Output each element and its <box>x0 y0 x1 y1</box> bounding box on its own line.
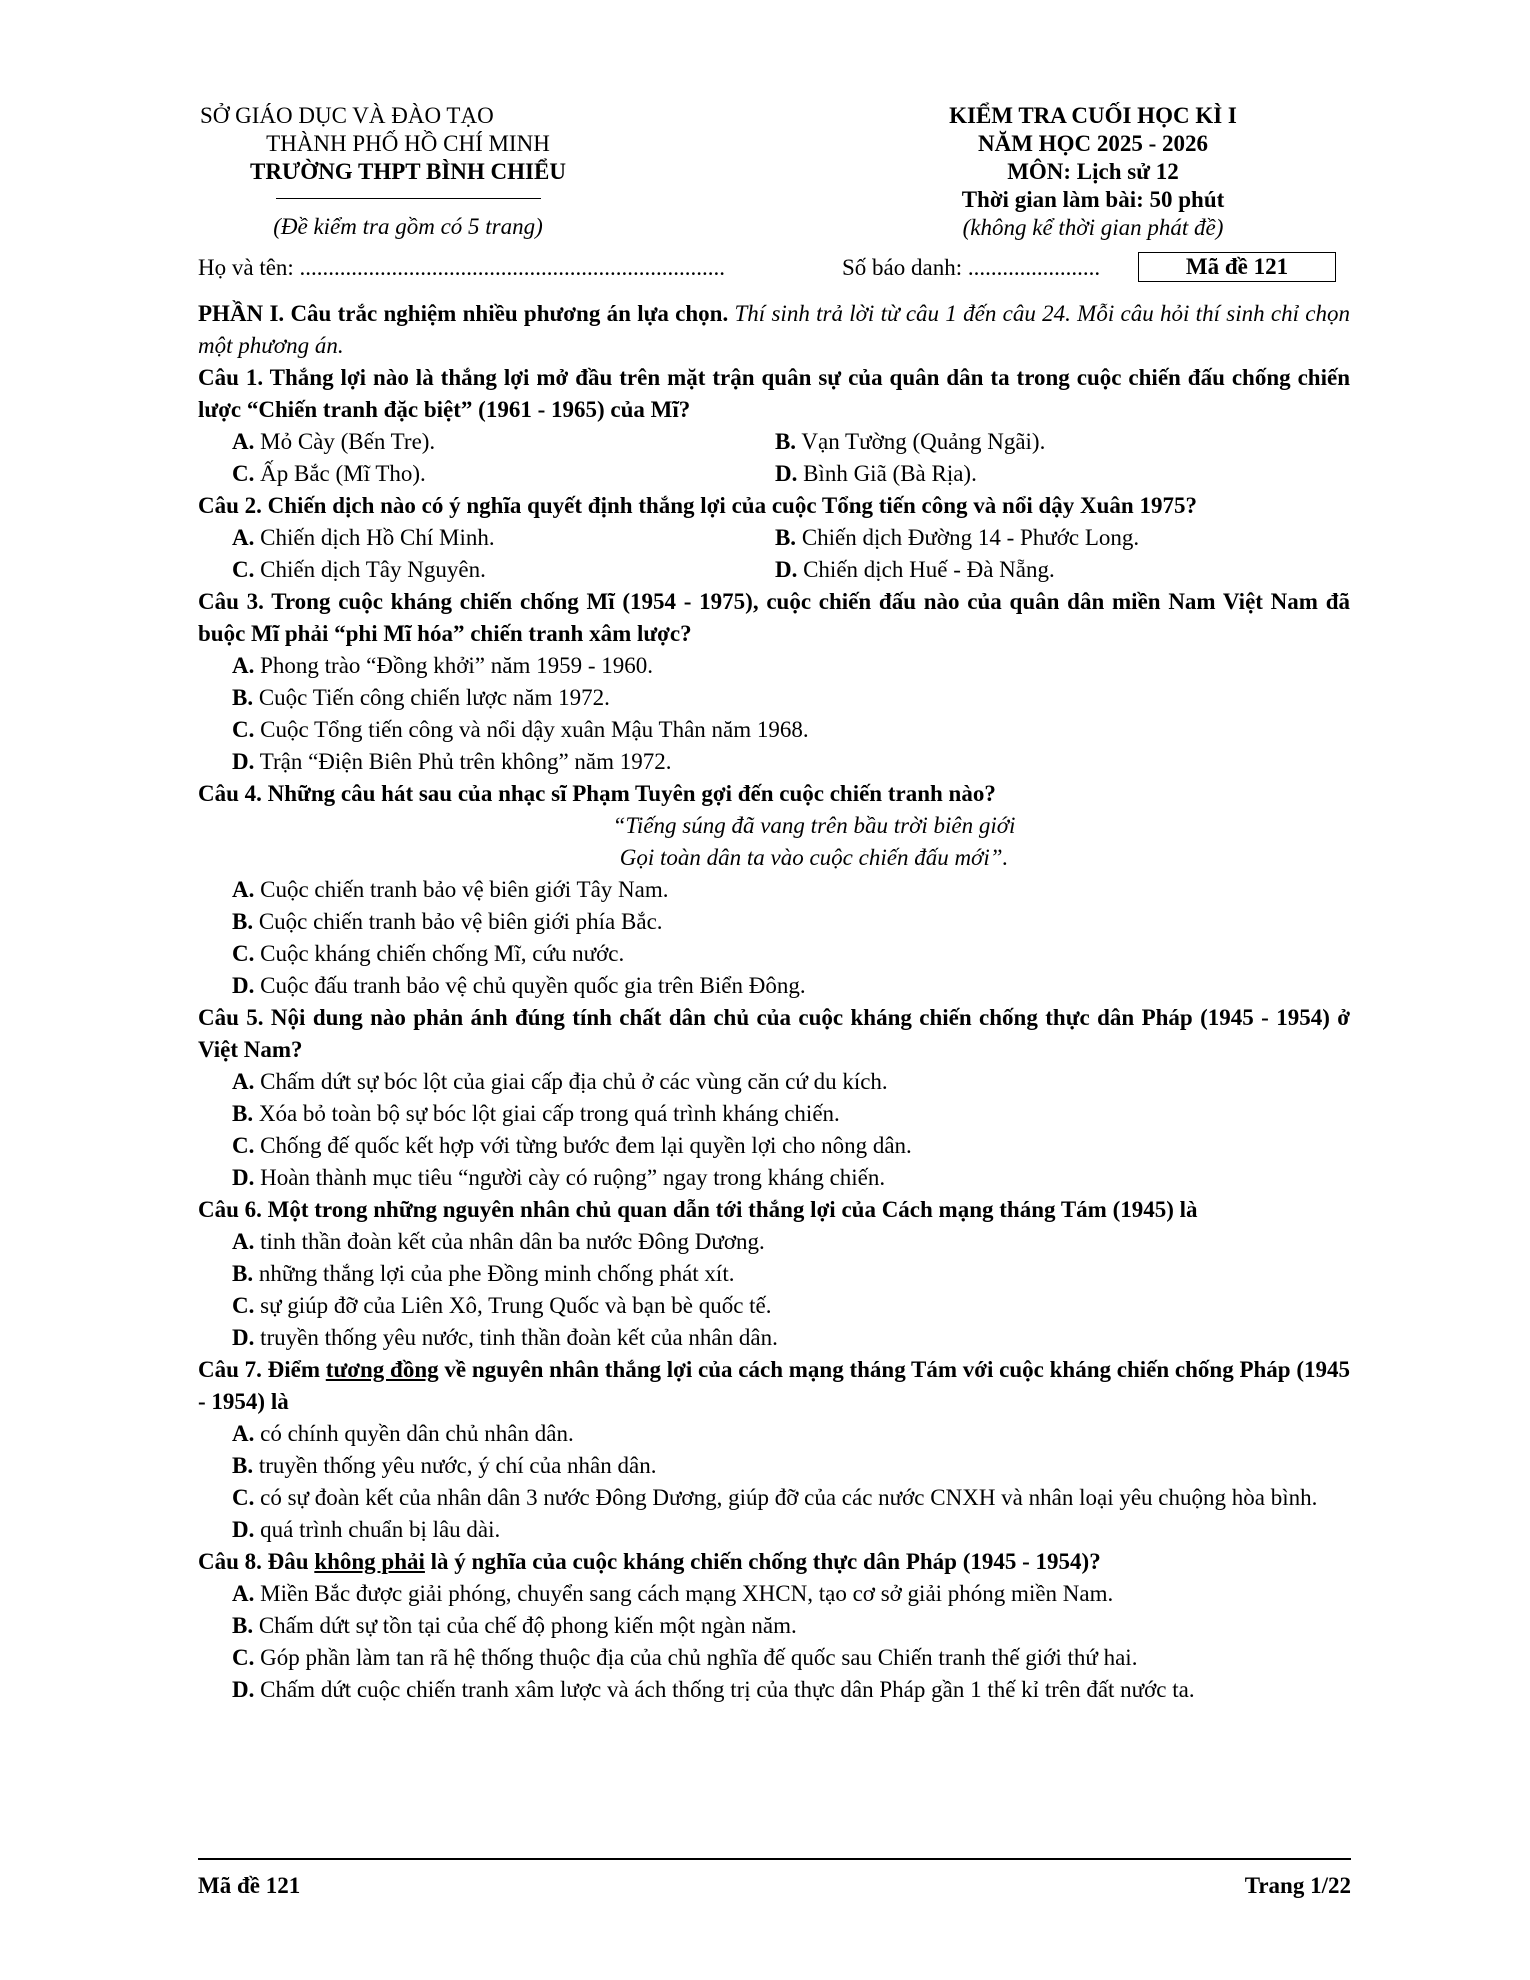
option-b <box>198 1450 1350 1482</box>
option-a <box>198 650 1350 682</box>
option-text: Mỏ Cày (Bến Tre). <box>254 429 436 454</box>
option-key: B. <box>232 1453 254 1478</box>
song-lyric-line: “Tiếng súng đã vang trên bầu trời biên giới <box>612 813 1016 838</box>
option-a <box>198 426 775 458</box>
option-text: Hoàn thành mục tiêu “người cày có ruộng” ngay trong kháng chiến. <box>254 1165 886 1190</box>
option-text: Cuộc chiến tranh bảo vệ biên giới Tây Nam. <box>254 877 669 902</box>
option-key: C. <box>232 1293 255 1318</box>
option-b <box>775 426 1350 458</box>
option-key: B. <box>774 525 797 550</box>
option-text: truyền thống yêu nước, tinh thần đoàn kết của nhân dân. <box>254 1325 778 1350</box>
option-b <box>198 1098 1350 1130</box>
option-d <box>198 1674 1350 1706</box>
option-text: Cuộc đấu tranh bảo vệ chủ quyền quốc gia trên Biển Đông. <box>254 973 806 998</box>
option-key: A. <box>232 1421 255 1446</box>
option-key: B. <box>232 1101 254 1126</box>
option-text: Phong trào “Đồng khởi” năm 1959 - 1960. <box>254 653 654 678</box>
department-line-2: THÀNH PHỐ HỒ CHÍ MINH <box>266 131 550 156</box>
option-c <box>198 1290 1350 1322</box>
stem-text: là ý nghĩa của cuộc kháng chiến chống thực dân Pháp (1945 - 1954)? <box>424 1549 1101 1574</box>
option-key: D. <box>232 1325 255 1350</box>
option-key: D. <box>232 973 255 998</box>
option-text: Cuộc chiến tranh bảo vệ biên giới phía Bắc. <box>253 909 663 934</box>
option-d <box>198 1322 1350 1354</box>
student-name-field: Họ và tên: .......................................................................... <box>198 255 726 280</box>
option-c <box>198 714 1350 746</box>
option-text: Trận “Điện Biên Phủ trên không” năm 1972. <box>254 749 672 774</box>
option-a <box>198 1578 1350 1610</box>
option-text: có chính quyền dân chủ nhân dân. <box>254 1421 574 1446</box>
option-key: B. <box>232 1613 254 1638</box>
option-key: D. <box>232 1517 255 1542</box>
option-a <box>198 874 1350 906</box>
option-b <box>198 906 1350 938</box>
stem-text: về nguyên nhân thắng lợi của cách mạng tháng Tám với cuộc kháng chiến chống Pháp (1945 - 1954) là <box>198 1357 1350 1414</box>
option-text: truyền thống yêu nước, ý chí của nhân dân. <box>253 1453 657 1478</box>
part-heading <box>198 298 1350 362</box>
option-key: B. <box>232 1261 254 1286</box>
option-text: quá trình chuẩn bị lâu dài. <box>254 1517 501 1542</box>
option-text: sự giúp đỡ của Liên Xô, Trung Quốc và bạn bè quốc tế. <box>254 1293 772 1318</box>
option-text: Chấm dứt cuộc chiến tranh xâm lược và ách thống trị của thực dân Pháp gần 1 thế kỉ trên đất nước ta. <box>254 1677 1195 1702</box>
subject: MÔN: Lịch sử 12 <box>1007 159 1179 184</box>
option-a <box>198 1226 1350 1258</box>
option-text: những thắng lợi của phe Đồng minh chống phát xít. <box>253 1261 735 1286</box>
part-title: PHẦN I. Câu trắc nghiệm nhiều phương án lựa chọn. <box>198 301 729 326</box>
option-key: C. <box>232 717 255 742</box>
option-a <box>198 1418 1350 1450</box>
option-text: Cuộc kháng chiến chống Mĩ, cứu nước. <box>254 941 625 966</box>
option-key: D. <box>774 557 798 582</box>
option-text: Chiến dịch Đường 14 - Phước Long. <box>796 525 1140 550</box>
option-key: D. <box>232 749 255 774</box>
option-key: C. <box>232 1645 255 1670</box>
options-row <box>198 458 1350 490</box>
option-text: Ấp Bắc (Mĩ Tho). <box>254 461 426 486</box>
option-text: Vạn Tường (Quảng Ngãi). <box>796 429 1046 454</box>
options-row <box>198 554 1350 586</box>
question-stem: Câu 4. Những câu hát sau của nhạc sĩ Phạm Tuyên gợi đến cuộc chiến tranh nào? <box>198 781 996 806</box>
stem-text: Câu 7. Điểm <box>198 1357 326 1382</box>
footer-page-number: Trang 1/22 <box>1244 1873 1351 1898</box>
option-key: C. <box>232 461 255 486</box>
option-c <box>198 458 775 490</box>
option-key: D. <box>774 461 798 486</box>
question-stem <box>198 1354 1350 1418</box>
song-lyric-line: Gọi toàn dân ta vào cuộc chiến đấu mới”. <box>619 845 1009 870</box>
option-d <box>198 1162 1350 1194</box>
option-c <box>198 1130 1350 1162</box>
options-row <box>198 522 1350 554</box>
option-key: B. <box>232 909 254 934</box>
option-d <box>775 554 1350 586</box>
option-text: Góp phần làm tan rã hệ thống thuộc địa của chủ nghĩa đế quốc sau Chiến tranh thế giới thứ hai. <box>254 1645 1138 1670</box>
footer-exam-code: Mã đề 121 <box>198 1873 301 1898</box>
option-key: C. <box>232 1485 255 1510</box>
question-stem <box>198 1546 1350 1578</box>
option-key: A. <box>232 1581 255 1606</box>
exam-title: KIỂM TRA CUỐI HỌC KÌ I <box>949 103 1237 128</box>
question-stem: Câu 5. Nội dung nào phản ánh đúng tính chất dân chủ của cuộc kháng chiến chống thực dân Pháp (1945 - 1954) ở Việt Nam? <box>198 1005 1350 1062</box>
option-c <box>198 1482 1350 1514</box>
header-left <box>198 102 618 241</box>
pages-note: (Đề kiểm tra gồm có 5 trang) <box>273 214 543 239</box>
option-key: A. <box>232 653 255 678</box>
duration: Thời gian làm bài: 50 phút <box>961 187 1225 212</box>
school-year: NĂM HỌC 2025 - 2026 <box>978 131 1208 156</box>
question-stem: Câu 1. Thắng lợi nào là thắng lợi mở đầu trên mặt trận quân sự của quân dân ta trong cuộc chiến đấu chống chiến lược “Chiến tranh đặc biệt” (1961 - 1965) của Mĩ? <box>198 365 1350 422</box>
option-key: D. <box>232 1677 255 1702</box>
option-c <box>198 554 775 586</box>
header-divider <box>276 198 541 199</box>
option-text: Xóa bỏ toàn bộ sự bóc lột giai cấp trong quá trình kháng chiến. <box>253 1101 840 1126</box>
option-key: A. <box>232 1069 255 1094</box>
stem-underlined: không phải <box>314 1549 425 1574</box>
option-text: Chiến dịch Hồ Chí Minh. <box>254 525 495 550</box>
option-a <box>198 522 775 554</box>
stem-text: Câu 8. Đâu <box>198 1549 315 1574</box>
option-text: tinh thần đoàn kết của nhân dân ba nước Đông Dương. <box>254 1229 765 1254</box>
option-b <box>775 522 1350 554</box>
option-text: Cuộc Tiến công chiến lược năm 1972. <box>253 685 610 710</box>
option-text: Chấm dứt sự bóc lột của giai cấp địa chủ ở các vùng căn cứ du kích. <box>254 1069 888 1094</box>
option-text: Bình Giã (Bà Rịa). <box>797 461 977 486</box>
student-id-field: Số báo danh: ....................... <box>842 255 1101 280</box>
footer-divider <box>198 1858 1351 1860</box>
option-a <box>198 1066 1350 1098</box>
option-b <box>198 1258 1350 1290</box>
options-row <box>198 426 1350 458</box>
question-stem: Câu 2. Chiến dịch nào có ý nghĩa quyết định thắng lợi của cuộc Tổng tiến công và nổi dậy Xuân 1975? <box>198 493 1197 518</box>
option-text: Chiến dịch Tây Nguyên. <box>254 557 486 582</box>
part-instruction: Thí sinh trả lời từ câu 1 đến câu 24. Mỗi câu hỏi thí sinh chỉ chọn một phương án. <box>198 301 1350 358</box>
option-d <box>775 458 1350 490</box>
option-d <box>198 1514 1350 1546</box>
option-text: Cuộc Tổng tiến công và nổi dậy xuân Mậu Thân năm 1968. <box>254 717 809 742</box>
option-text: Miền Bắc được giải phóng, chuyển sang cách mạng XHCN, tạo cơ sở giải phóng miền Nam. <box>254 1581 1114 1606</box>
option-key: D. <box>232 1165 255 1190</box>
option-key: C. <box>232 1133 255 1158</box>
option-text: Chấm dứt sự tồn tại của chế độ phong kiến một ngàn năm. <box>253 1613 797 1638</box>
option-text: Chiến dịch Huế - Đà Nẵng. <box>797 557 1055 582</box>
option-key: A. <box>232 525 255 550</box>
option-key: A. <box>232 1229 255 1254</box>
question-stem: Câu 6. Một trong những nguyên nhân chủ quan dẫn tới thắng lợi của Cách mạng tháng Tám (1945) là <box>198 1197 1198 1222</box>
option-b <box>198 1610 1350 1642</box>
duration-note: (không kể thời gian phát đề) <box>962 215 1224 240</box>
option-c <box>198 938 1350 970</box>
option-key: B. <box>774 429 797 454</box>
option-key: C. <box>232 557 255 582</box>
option-b <box>198 682 1350 714</box>
option-key: A. <box>232 429 255 454</box>
option-key: A. <box>232 877 255 902</box>
question-stem: Câu 3. Trong cuộc kháng chiến chống Mĩ (1954 - 1975), cuộc chiến đấu nào của quân dân miền Nam Việt Nam đã buộc Mĩ phải “phi Mĩ hóa” chiến tranh xâm lược? <box>198 589 1350 646</box>
option-text: có sự đoàn kết của nhân dân 3 nước Đông Dương, giúp đỡ của các nước CNXH và nhân loại yêu chuộng hòa bình. <box>254 1485 1318 1510</box>
department-line-1: SỞ GIÁO DỤC VÀ ĐÀO TẠO <box>200 103 494 128</box>
option-d <box>198 746 1350 778</box>
stem-underlined: tương đồng <box>325 1357 439 1382</box>
option-d <box>198 970 1350 1002</box>
school-name: TRƯỜNG THPT BÌNH CHIỂU <box>250 159 566 184</box>
header-right <box>868 102 1318 242</box>
option-key: C. <box>232 941 255 966</box>
exam-code-box: Mã đề 121 <box>1138 252 1336 282</box>
option-key: B. <box>232 685 254 710</box>
option-text: Chống đế quốc kết hợp với từng bước đem lại quyền lợi cho nông dân. <box>254 1133 912 1158</box>
exam-content <box>198 298 1350 1706</box>
option-c <box>198 1642 1350 1674</box>
